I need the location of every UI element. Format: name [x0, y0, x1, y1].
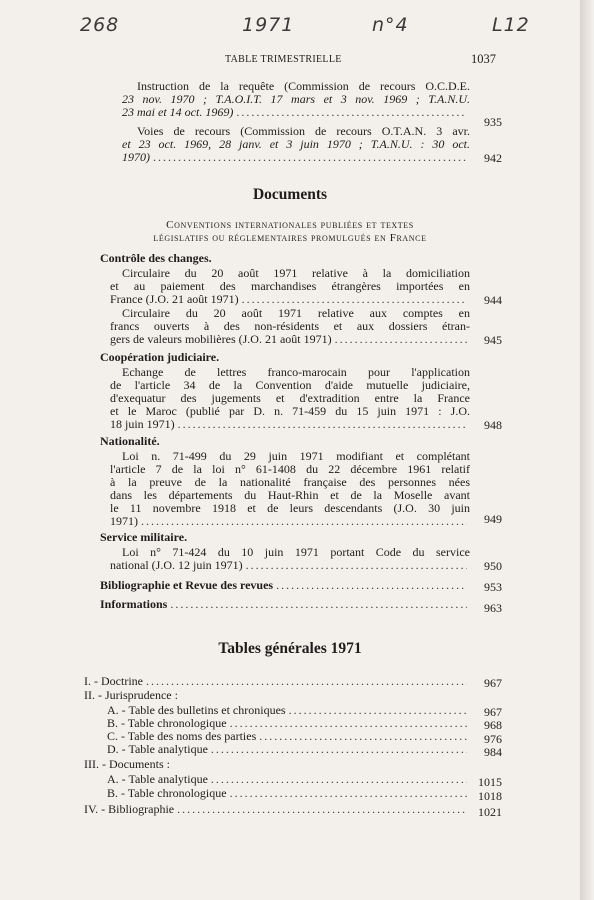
entry-line: francs ouverts à des non-résidents et aux dossiers étran- — [110, 320, 470, 333]
entry-line: et le Maroc (publié par D. n. 71-459 du 15 juin 1971 : J.O. — [110, 405, 470, 418]
entry-line: Echange de lettres franco-marocain pour l'application — [122, 366, 470, 379]
toc-line: I. - Doctrine ..... — [84, 675, 470, 688]
handwritten-note-1: 268 — [80, 14, 120, 36]
page-ref: 948 — [484, 418, 502, 432]
entry-line-leader: 23 mai et 14 oct. 1969) ..... — [122, 106, 470, 119]
section-heading: Contrôle des changes. — [100, 251, 212, 265]
toc-line: B. - Table chronologique ..... — [107, 717, 470, 730]
entry-line: Voies de recours (Commission de recours O.T.A.N. 3 avr. — [137, 125, 470, 138]
page-ref: 942 — [484, 151, 502, 165]
toc-line: C. - Table des noms des parties ..... — [107, 730, 470, 743]
entry-line: d'exequatur des jugements et d'extradition entre la France — [110, 392, 470, 405]
toc-line: IV. - Bibliographie ..... — [84, 803, 470, 816]
section-title-tables: Tables générales 1971 — [218, 640, 362, 657]
page-ref: 1018 — [478, 789, 502, 803]
entry-line: et au paiement des marchandises étrangères importées en — [110, 280, 470, 293]
page-ref: 967 — [484, 705, 502, 719]
documents-subtitle-2: législatifs ou réglementaires promulgués en France — [153, 232, 427, 244]
toc-line: II. - Jurisprudence : — [84, 689, 178, 702]
entry-line: Instruction de la requête (Commission de recours O.C.D.E. — [137, 80, 470, 93]
page-ref: 1015 — [478, 775, 502, 789]
entry-line-leader: national (J.O. 12 juin 1971) ..... — [110, 559, 470, 572]
documents-subtitle-1: Conventions internationales publiées et textes — [166, 219, 414, 231]
page-ref: 935 — [484, 115, 502, 129]
entry-line: 23 nov. 1970 ; T.A.O.I.T. 17 mars et 3 nov. 1969 ; T.A.N.U. — [122, 93, 470, 106]
page-ref: 949 — [484, 512, 502, 526]
page-ref: 968 — [484, 718, 502, 732]
running-title: TABLE TRIMESTRIELLE — [225, 54, 342, 65]
entry-line: Circulaire du 20 août 1971 relative aux comptes en — [122, 307, 470, 320]
entry-line: à la preuve de la nationalité française des personnes nées — [110, 476, 470, 489]
toc-line: III. - Documents : — [84, 758, 170, 771]
handwritten-note-3: n°4 — [372, 14, 409, 36]
entry-line: Loi n. 71-499 du 29 juin 1971 modifiant et complétant — [122, 450, 470, 463]
entry-line-leader: France (J.O. 21 août 1971) ..... — [110, 293, 470, 306]
section-title-documents: Documents — [252, 186, 328, 203]
entry-line-leader: gers de valeurs mobilières (J.O. 21 août 1971) ..... — [110, 333, 470, 346]
handwritten-note-2: 1971 — [242, 14, 295, 36]
entry-line-leader: 1970) ..... — [122, 151, 470, 164]
page-ref: 944 — [484, 293, 502, 307]
section-heading: Nationalité. — [100, 434, 160, 448]
entry-line-leader: Bibliographie et Revue des revues ..... — [100, 579, 470, 592]
toc-line: B. - Table chronologique ..... — [107, 787, 470, 800]
entry-line: de l'article 34 de la Convention d'aide mutuelle judiciaire, — [110, 379, 470, 392]
toc-line: A. - Table des bulletins et chroniques ..... — [107, 704, 470, 717]
page-ref: 967 — [484, 676, 502, 690]
entry-line: le 11 novembre 1918 et de leurs descendants (J.O. 30 juin — [110, 502, 470, 515]
entry-line-leader: 18 juin 1971) ..... — [110, 418, 470, 431]
entry-line: Loi n° 71-424 du 10 juin 1971 portant Code du service — [122, 546, 470, 559]
toc-line: A. - Table analytique ..... — [107, 773, 470, 786]
page-ref: 976 — [484, 732, 502, 746]
section-heading: Coopération judiciaire. — [100, 350, 220, 364]
entry-line-leader: 1971) ..... — [110, 515, 470, 528]
entry-line-leader: Informations ..... — [100, 598, 470, 611]
entry-line: l'article 7 de la loi n° 61-1408 du 22 décembre 1961 relatif — [110, 463, 470, 476]
page-edge — [580, 0, 594, 900]
entry-line: Circulaire du 20 août 1971 relative à la domiciliation — [122, 267, 470, 280]
entry-line: et 23 oct. 1969, 28 janv. et 3 juin 1970 ; T.A.N.U. : 30 oct. — [122, 138, 470, 151]
entry-line: dans les départements du Haut-Rhin et de la Moselle avant — [110, 489, 470, 502]
page-ref: 963 — [484, 601, 502, 615]
page-ref: 950 — [484, 559, 502, 573]
page-ref: 1021 — [478, 805, 502, 819]
page-ref: 945 — [484, 333, 502, 347]
handwritten-note-4: L12 — [492, 14, 530, 36]
page-number: 1037 — [471, 52, 496, 66]
toc-line: D. - Table analytique ..... — [107, 743, 470, 756]
page-ref: 953 — [484, 580, 502, 594]
section-heading: Service militaire. — [100, 530, 188, 544]
page-ref: 984 — [484, 745, 502, 759]
